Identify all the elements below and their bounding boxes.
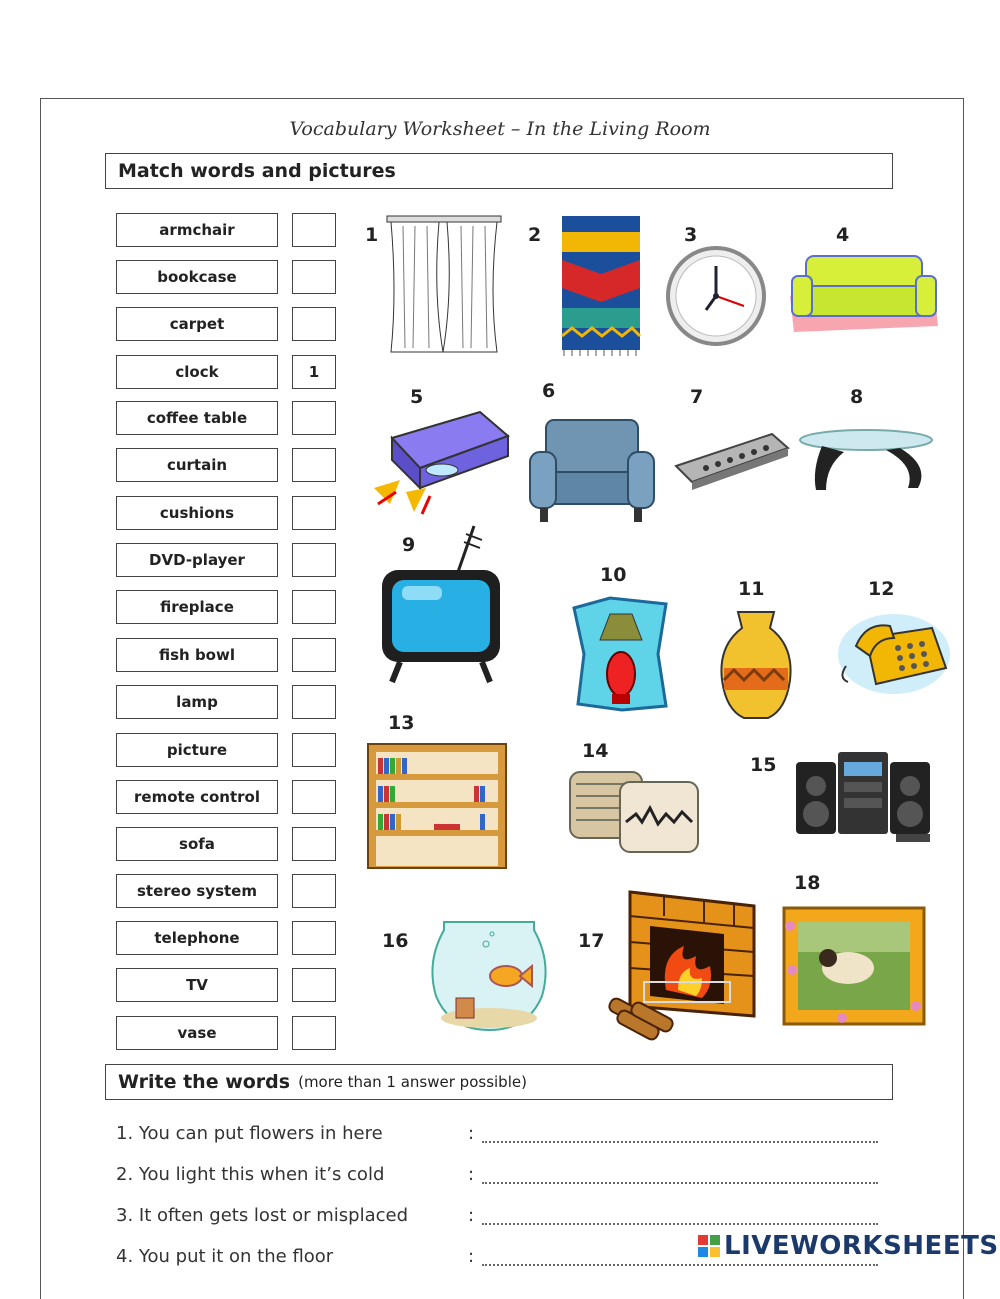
- bookcase-picture: [364, 740, 510, 872]
- word-box: fireplace: [116, 590, 278, 624]
- answer-box[interactable]: [292, 733, 336, 767]
- fireplace-picture: [604, 886, 756, 1052]
- answer-box[interactable]: [292, 543, 336, 577]
- word-box: armchair: [116, 213, 278, 247]
- word-box: TV: [116, 968, 278, 1002]
- vase-picture: [716, 606, 796, 722]
- picture-number: 8: [850, 386, 864, 408]
- word-box: remote control: [116, 780, 278, 814]
- stereo-system-picture: [792, 748, 934, 842]
- remote-control-picture: [672, 428, 792, 490]
- answer-box[interactable]: [292, 921, 336, 955]
- word-box: coffee table: [116, 401, 278, 435]
- answer-line[interactable]: [482, 1182, 878, 1184]
- picture-number: 13: [388, 712, 415, 734]
- brand-name: LIVEWORKSHEETS: [724, 1231, 999, 1261]
- question-text: 1. You can put flowers in here: [116, 1123, 383, 1144]
- answer-line[interactable]: [482, 1223, 878, 1225]
- picture-number: 12: [868, 578, 895, 600]
- word-box: telephone: [116, 921, 278, 955]
- worksheet-title: Vocabulary Worksheet – In the Living Room: [289, 118, 711, 140]
- dvd-player-picture: [370, 408, 512, 516]
- question-text: 2. You light this when it’s cold: [116, 1164, 385, 1185]
- question-text: 3. It often gets lost or misplaced: [116, 1205, 409, 1226]
- word-box: picture: [116, 733, 278, 767]
- picture-number: 16: [382, 930, 409, 952]
- question-colon: :: [468, 1205, 475, 1226]
- write-section-heading: [105, 1064, 893, 1100]
- answer-box[interactable]: [292, 401, 336, 435]
- picture-number: 6: [542, 380, 556, 402]
- armchair-picture: [526, 416, 658, 528]
- answer-box[interactable]: [292, 496, 336, 530]
- tv-picture: [378, 522, 504, 688]
- picture-number: 1: [365, 224, 379, 246]
- picture-number: 14: [582, 740, 609, 762]
- telephone-picture: [836, 608, 952, 698]
- picture-number: 11: [738, 578, 765, 600]
- picture-number: 9: [402, 534, 416, 556]
- answer-box[interactable]: [292, 448, 336, 482]
- write-heading-note: (more than 1 answer possible): [298, 1073, 527, 1091]
- write-heading-text: Write the words: [118, 1071, 291, 1093]
- answer-box[interactable]: [292, 685, 336, 719]
- word-box: curtain: [116, 448, 278, 482]
- question-text: 4. You put it on the floor: [116, 1246, 334, 1267]
- brand-logo-icon: [698, 1235, 720, 1257]
- answer-box[interactable]: [292, 874, 336, 908]
- answer-box[interactable]: [292, 638, 336, 672]
- word-box: cushions: [116, 496, 278, 530]
- picture-number: 3: [684, 224, 698, 246]
- match-heading-text: Match words and pictures: [118, 160, 396, 182]
- answer-box[interactable]: [292, 1016, 336, 1050]
- picture-number: 17: [578, 930, 605, 952]
- picture-number: 18: [794, 872, 821, 894]
- picture-number: 5: [410, 386, 424, 408]
- lamp-picture: [570, 594, 670, 714]
- cushions-picture: [566, 764, 702, 856]
- match-section-heading: [105, 153, 893, 189]
- picture-number: 7: [690, 386, 704, 408]
- word-box: lamp: [116, 685, 278, 719]
- word-box: fish bowl: [116, 638, 278, 672]
- answer-box[interactable]: [292, 213, 336, 247]
- liveworksheets-logo: [698, 1230, 999, 1262]
- picture-number: 10: [600, 564, 627, 586]
- picture-number: 4: [836, 224, 850, 246]
- word-box: sofa: [116, 827, 278, 861]
- picture-number: 2: [528, 224, 542, 246]
- sofa-picture: [784, 246, 944, 342]
- question-colon: :: [468, 1164, 475, 1185]
- carpet-picture: [556, 212, 646, 356]
- picture-frame-picture: [782, 906, 926, 1026]
- question-colon: :: [468, 1246, 475, 1267]
- answer-box[interactable]: [292, 968, 336, 1002]
- picture-number: 15: [750, 754, 777, 776]
- word-box: DVD-player: [116, 543, 278, 577]
- question-row: [116, 1164, 886, 1192]
- question-row: [116, 1205, 886, 1233]
- answer-box[interactable]: 1: [292, 355, 336, 389]
- answer-box[interactable]: [292, 780, 336, 814]
- question-row: [116, 1123, 886, 1151]
- word-box: bookcase: [116, 260, 278, 294]
- answer-box[interactable]: [292, 260, 336, 294]
- coffee-table-picture: [796, 426, 936, 496]
- answer-box[interactable]: [292, 827, 336, 861]
- answer-line[interactable]: [482, 1141, 878, 1143]
- clock-picture: [664, 244, 768, 348]
- word-box: stereo system: [116, 874, 278, 908]
- word-box: vase: [116, 1016, 278, 1050]
- answer-box[interactable]: [292, 307, 336, 341]
- question-colon: :: [468, 1123, 475, 1144]
- fish-bowl-picture: [424, 914, 554, 1034]
- curtain-picture: [383, 212, 505, 358]
- answer-box[interactable]: [292, 590, 336, 624]
- word-box: clock: [116, 355, 278, 389]
- word-box: carpet: [116, 307, 278, 341]
